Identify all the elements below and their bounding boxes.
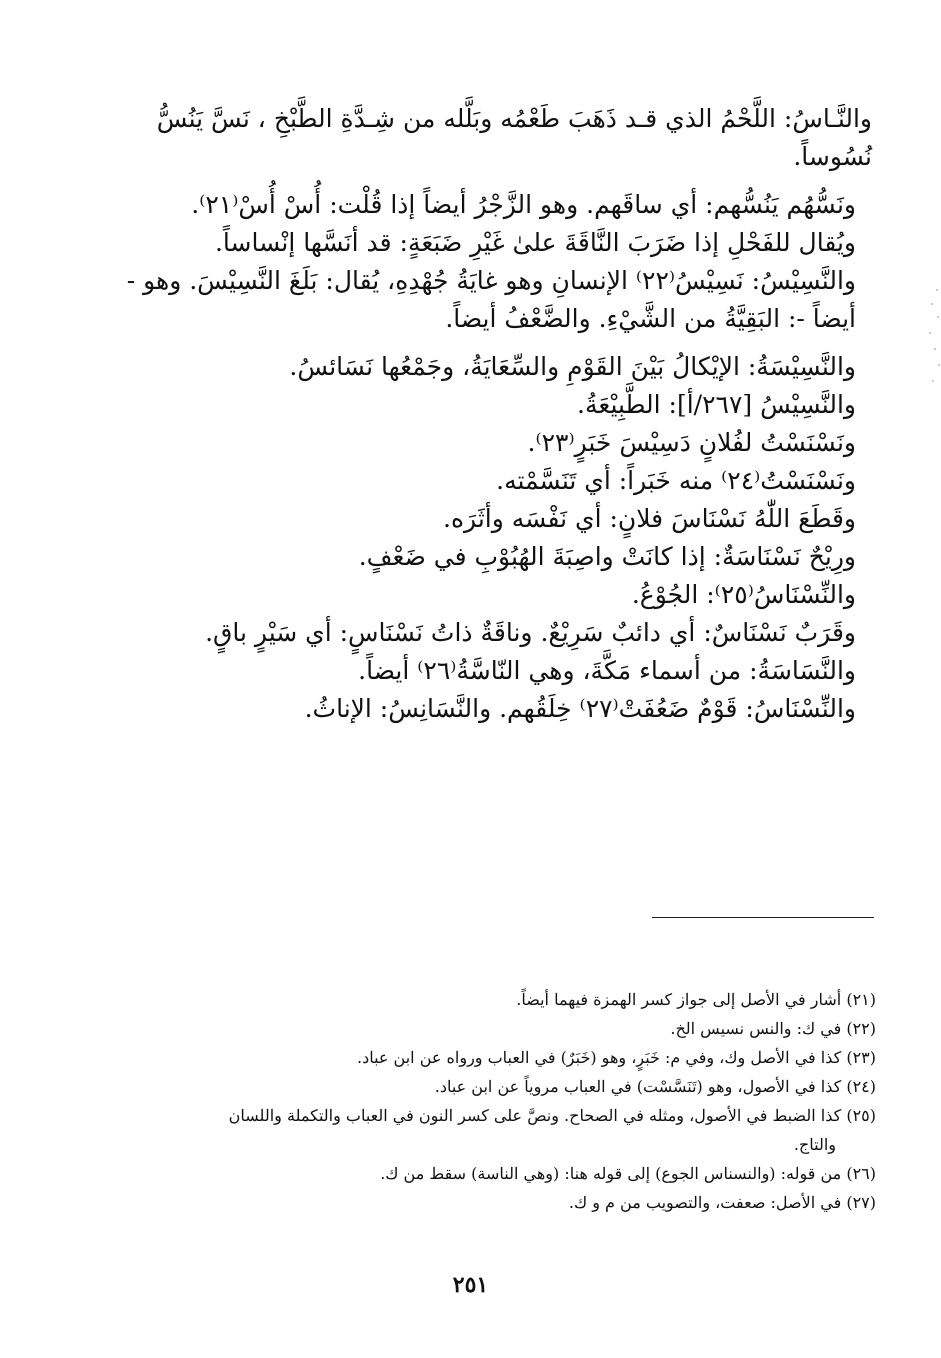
footnote: (٢٥) كذا الضبط في الأصول، ومثله في الصحاح. ونصَّ على كسر النون في العباب والتكملة واللسان [228,1106,876,1125]
entry-paragraph: والنَّسِيْسُ [٢٦٧/أ]: الطَّبِيْعَةُ. [577,390,856,419]
main-text-body [120,100,872,728]
scan-speckle [927,285,941,395]
entry-paragraph: والنَّسِيْسَةُ: الإيْكالُ بَيْنَ القَوْمِ والسِّعَايَةُ، وجَمْعُها نَسَائسُ. [289,352,856,381]
entry-paragraph: ونَسْنَسْتُ لفُلانٍ دَسِيْسَ خَبَرٍ⁽٢٣⁾. [527,428,856,457]
entry-paragraph: والنَّسِيْسُ: نَسِيْسُ⁽٢٢⁾ الإنسانِ وهو غايَةُ جُهْدِهِ، يُقال: بَلَغَ النَّسِيْسَ. وهو - أيضاً -: البَقِيَّةُ من الشَّيْءِ. والضَّعْفُ أيضاً. [126,266,856,333]
footnotes-section [150,985,876,1217]
footnote: (٢١) أشار في الأصل إلى جواز كسر الهمزة فيهما أيضاً. [516,990,876,1009]
footnote: (٢٢) في ك: والنس نسيس الخ. [670,1019,876,1038]
entry-paragraph: ورِيْحٌ نَسْنَاسَةٌ: إذا كانَتْ واصِبَةَ الهُبُوْبِ في ضَعْفٍ. [358,542,856,571]
footnote-separator [652,917,874,918]
entry-paragraph: والنِّسْنَاسُ: قَوْمٌ ضَعُفَتْ⁽٢٧⁾ خِلَقُهم. والنَّسَانِسُ: الإناثُ. [304,694,856,723]
page-number: ٢٥١ [452,1272,489,1298]
entry-paragraph: والنِّسْنَاسُ⁽٢٥⁾: الجُوْعُ. [631,580,856,609]
footnote-continuation: والتاج. [793,1135,836,1154]
footnote: (٢٣) كذا في الأصل وك، وفي م: خَبَرٍ، وهو (خَبَرٌ) في العباب ورواه عن ابن عباد. [356,1048,876,1067]
entry-paragraph: ويُقال للفَحْلِ إذا ضَرَبَ النَّاقَةَ علىٰ غَيْرِ ضَبَعَةٍ: قد أنَسَّها إنْساساً. [214,228,856,257]
entry-paragraph: والنَّسَاسَةُ: من أسماء مَكَّةَ، وهي النّاسَّةُ⁽٢٦⁾ أيضاً. [358,656,856,685]
entry-paragraph: ونَسُّهُم يَنُسُّهم: أي ساقَهم. وهو الزَّجْرُ أيضاً إذا قُلْت: أُسْ أُسْ⁽٢١⁾. [191,190,856,219]
entry-paragraph: وقَطَعَ اللّٰهُ نَسْنَاسَ فلانٍ: أي نَفْسَه وأثَرَه. [443,504,856,533]
footnote: (٢٤) كذا في الأصول، وهو (تَنَسَّسْت) في العباب مروياً عن ابن عباد. [434,1077,876,1096]
footnote: (٢٦) من قوله: (والنسناس الجوع) إلى قوله هنا: (وهي الناسة) سقط من ك. [380,1164,876,1183]
entry-paragraph: والنَّـاسُ: اللَّحْمُ الذي قـد ذَهَبَ طَعْمُه وبَلَّله من شِـدَّةِ الطَّبْخِ ، نَسَّ يَنُسُّ نُسُوساً. [156,104,872,171]
footnote: (٢٧) في الأصل: صعفت، والتصويب من م و ك. [568,1193,876,1212]
entry-paragraph: ونَسْنَسْتُ⁽٢٤⁾ منه خَبَراً: أي تَنَسَّمْته. [496,466,856,495]
entry-paragraph: وقَرَبٌ نَسْنَاسٌ: أي دائبٌ سَرِيْعٌ. وناقَةٌ ذاتُ نَسْنَاسٍ: أي سَيْرٍ باقٍ. [205,618,856,647]
